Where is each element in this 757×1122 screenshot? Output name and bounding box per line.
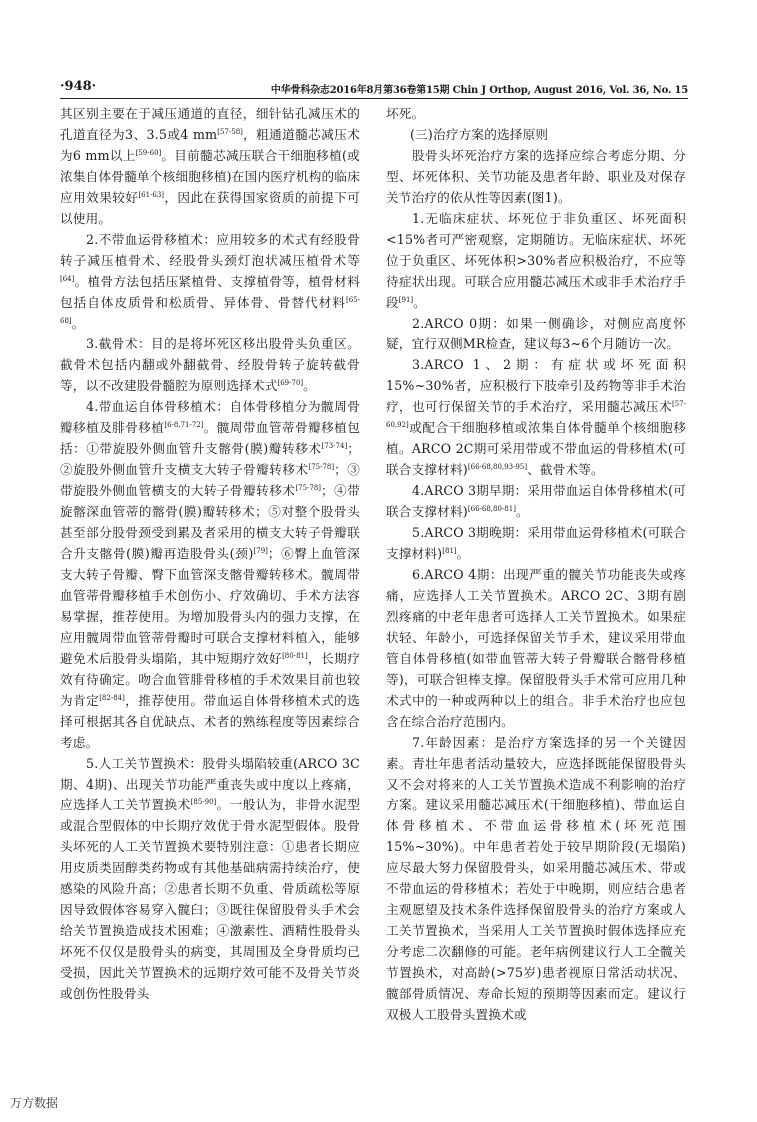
- citation: [6-8,71-72]: [164, 421, 204, 430]
- footer-watermark: 万方数据: [10, 1096, 59, 1110]
- citation: [75-78]: [295, 483, 322, 492]
- citation: [64]: [60, 274, 75, 283]
- citation: [69-70]: [277, 379, 304, 388]
- paragraph: 2.不带血运骨移植术：应用较多的术式有经股骨转子减压植骨术、经股骨头颈灯泡状减压植骨术等[64]。植骨方法包括压紧植骨、支撑植骨等，植骨材料包括自体皮质骨和松质骨、异体骨、骨替代材料[65-68]。: [60, 231, 360, 331]
- page-header: [60, 78, 688, 99]
- paragraph: 5.人工关节置换术：股骨头塌陷较重(ARCO 3C期、4期)、出现关节功能严重丧失或中度以上疼痛，应选择人工关节置换术[85-90]。一般认为，非骨水泥型或混合型假体的中长期疗效优于骨水泥型假体。股骨头坏死的人工关节置换术要特别注意：①患者长期应用皮质类固醇类药物或有其他基础病需持续治疗，使感染的风险升高；②患者长期不负重、骨质疏松等原因导致假体容易穿入髋臼；③既往保留股骨头手术会给关节置换造成技术困难；④激素性、酒精性股骨头坏死不仅仅是股骨头的病变，其周围及全身骨质均已受损，因此关节置换术的远期疗效可能不及骨关节炎或创伤性股骨头: [60, 755, 360, 1002]
- citation: [73-74]: [321, 442, 348, 451]
- paragraph: 4.ARCO 3期早期：采用带血运自体骨移植术(可联合支撑材料)[66-68,80-81]。: [386, 483, 686, 520]
- paragraph: 6.ARCO 4期：出现严重的髋关节功能丧失或疼痛，应选择人工关节置换术。ARCO 2C、3期有剧烈疼痛的中老年患者可选择人工关节置换术。如果症状轻、年龄小，可选择保留关节手术，建议采用带血管自体骨移植(如带血管蒂大转子骨瓣联合髂骨移植等)，可联合钽棒支撑。保留股骨头手术常可应用几种术式中的一种或两种以上的组合。非手术治疗也应包含在综合治疗范围内。: [386, 566, 686, 729]
- citation: [91]: [398, 295, 414, 304]
- citation: [82-84]: [99, 693, 125, 702]
- paragraph: 1.无临床症状、坏死位于非负重区、坏死面积<15%者可严密观察，定期随访。无临床症状、坏死位于负重区、坏死体积>30%者应积极治疗，不应等待症状出现。可联合应用髓芯减压术或非手术治疗手段[91]。: [386, 210, 686, 310]
- paragraph: 7.年龄因素：是治疗方案选择的另一个关键因素。青壮年患者活动量较大，应选择既能保留股骨头又不会对将来的人工关节置换术造成不利影响的治疗方案。建议采用髓芯减压术(干细胞移植)、带血运自体骨移植术、不带血运骨移植术(坏死范围15%~30%)。中年患者若处于较早期阶段(无塌陷)应尽最大努力保留股骨头，如采用髓芯减压术、带或不带血运的骨移植术；若处于中晚期，则应结合患者主观愿望及技术条件选择保留股骨头的治疗方案或人工关节置换术，当采用人工关节置换时假体选择应充分考虑二次翻修的可能。老年病例建议行人工全髋关节置换术，对高龄(>75岁)患者视原日常活动状况、髋部骨质情况、寿命长短的预期等因素而定。建议行双极人工股骨头置换术或: [386, 734, 686, 1022]
- left-column: [60, 104, 360, 1005]
- citation: [66-68,80,93-95]: [467, 463, 528, 472]
- citation: [57-60,92]: [386, 400, 686, 430]
- citation: [80-81]: [282, 651, 308, 660]
- paragraph: 坏死。: [386, 106, 425, 121]
- right-column: [386, 104, 686, 1026]
- paragraph: 3.截骨术：目的是将坏死区移出股骨头负重区。截骨术包括内翻或外翻截骨、经股骨转子旋转截骨等，以不改建股骨髓腔为原则选择术式[69-70]。: [60, 336, 360, 394]
- paragraph: 其区别主要在于减压通道的直径，细针钻孔减压术的孔道直径为3、3.5或4 mm[57-58]，粗通道髓芯减压术为6 mm以上[59-60]。目前髓芯减压联合干细胞移植(或浓集自体骨髓单个核细胞移植)在国内医疗机构的临床应用效果较好[61-63]，因此在获得国家资质的前提下可以使用。: [60, 106, 361, 226]
- citation: [59-60]: [135, 148, 162, 157]
- page-number: ·948·: [60, 79, 97, 94]
- citation: [85-90]: [190, 798, 217, 807]
- journal-citation: 中华骨科杂志2016年8月第36卷第15期 Chin J Orthop, August 2016, Vol. 36, No. 15: [270, 85, 688, 96]
- paragraph: 4.带血运自体骨移植术：自体骨移植分为髋周骨瓣移植及腓骨移植[6-8,71-72]。髋周带血管蒂骨瓣移植包括：①带旋股外侧血管升支髂骨(膜)瓣转移术[73-74]；②旋股外侧血管升支横支大转子骨瓣转移术[75-78]；③带旋股外侧血管横支的大转子骨瓣转移术[75-78]；④带旋髂深血管蒂的髂骨(膜)瓣转移术；⑤对整个股骨头甚至部分股骨颈受到累及者采用的横支大转子骨瓣联合升支髂骨(膜)瓣再造股骨头(颈)[79]；⑥臀上血管深支大转子骨瓣、臀下血管深支髂骨瓣转移术。髋周带血管蒂骨瓣移植手术创伤小、疗效确切、手术方法容易掌握，推荐使用。为增加股骨头内的强力支撑，在应用髋周带血管蒂骨瓣时可联合支撑材料植入，能够避免术后股骨头塌陷，其中短期疗效好[80-81]，长期疗效有待确定。吻合血管腓骨移植的手术效果目前也较为肯定[82-84]，推荐使用。带血运自体骨移植术式的选择可根据其各自优缺点、术者的熟练程度等因素综合考虑。: [60, 399, 360, 750]
- section-heading: (三)治疗方案的选择原则: [410, 126, 549, 142]
- citation: [57-58]: [217, 127, 243, 136]
- citation: [66-68,80-81]: [467, 504, 516, 513]
- citation: [75-78]: [308, 463, 335, 472]
- citation: [81]: [442, 546, 457, 555]
- citation: [61-63]: [138, 190, 165, 199]
- paragraph: 股骨头坏死治疗方案的选择应综合考虑分期、分型、坏死体积、关节功能及患者年龄、职业及对保存关节治疗的依从性等因素(图1)。: [386, 147, 686, 205]
- paragraph: 2.ARCO 0期：如果一侧确诊，对侧应高度怀疑，宜行双侧MR检查，建议每3~6个月随访一次。: [386, 315, 686, 352]
- paragraph: 5.ARCO 3期晚期：采用带血运骨移植术(可联合支撑材料)[81]。: [386, 525, 686, 562]
- citation: [65-68]: [60, 295, 360, 325]
- paragraph: 3.ARCO 1、2期：有症状或坏死面积15%~30%者，应积极行下肢牵引及药物等非手术治疗，也可行保留关节的手术治疗，采用髓芯减压术[57-60,92]或配合干细胞移植或浓集自体骨髓单个核细胞移植。ARCO 2C期可采用带或不带血运的骨移植术(可联合支撑材料)[66-68,80,93-95]、截骨术等。: [386, 357, 686, 478]
- citation: [79]: [253, 546, 268, 555]
